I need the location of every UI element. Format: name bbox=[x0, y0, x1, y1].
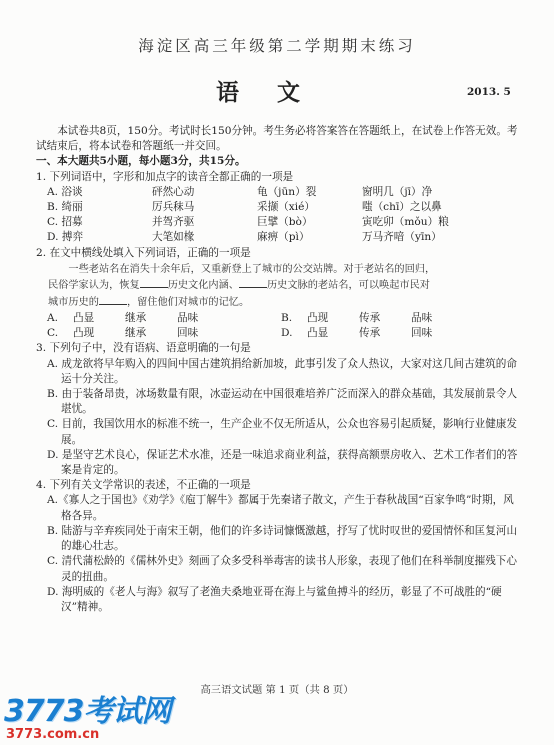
question-3-option-a: A. 成龙欲将早年购入的四间中国古建筑捐给新加坡，此事引发了众人热议，大家对这几间古建筑的命运十分关注。 bbox=[47, 357, 517, 385]
question-3-option-b: B. 由于装备昂贵，冰场数量有限，冰壶运动在中国很难培养广泛而深入的群众基础，其发展前景令人堪忧。 bbox=[47, 388, 518, 416]
question-3-stem: 3. 下列句子中，没有语病、语意明确的一句是 bbox=[36, 342, 251, 355]
question-1-option-b: B. 绮丽 厉兵秣马 采撷（xié） 嗤（chī）之以鼻 bbox=[47, 201, 442, 214]
watermark-url: 3773.com.cn bbox=[6, 727, 100, 742]
question-2-options-cd: C. 凸现 继承 回味 D. 凸显 传承 回味 bbox=[47, 327, 433, 340]
question-3-option-d: D. 是坚守艺术良心，保证艺术水准，还是一味追求商业利益，获得高额票房收入、艺术工作者们的答案是肯定的。 bbox=[47, 448, 518, 477]
page-footer: 高三语文试题 第 1 页（共 8 页） bbox=[200, 684, 354, 696]
question-4-option-b: B. 陆游与辛弃疾同处于南宋王朝，他们的许多诗词慷慨激越，抒写了忧时叹世的爱国情怀和匡复河山的雄心壮志。 bbox=[47, 524, 518, 553]
question-1-option-a: A. 浴谈 砰然心动 龟（jūn）裂 窗明几（jī）净 bbox=[47, 185, 433, 198]
question-4-option-c: C. 清代蒲松龄的《儒林外史》刻画了众多受科举毒害的读书人形象，表现了他们在科举制度摧残下心灵的扭曲。 bbox=[47, 555, 517, 583]
section-heading: 一、本大题共5小题，每小题3分，共15分。 bbox=[36, 155, 246, 168]
fill-blank-1 bbox=[140, 277, 168, 288]
question-2-stem: 2. 在文中横线处填入下列词语，正确的一项是 bbox=[36, 246, 251, 259]
question-4-option-a: A.《寡人之于国也》《劝学》《庖丁解牛》都属于先秦诸子散文，产生于春秋战国“百家争鸣”时期，风格各异。 bbox=[47, 494, 514, 522]
instructions: 本试卷共8页，150分。考试时长150分钟。考生务必将答案答在答题纸上，在试卷上作答无效。考试结束后，将本试卷和答题纸一并交回。 bbox=[36, 125, 518, 153]
question-1-stem: 1. 下列词语中，字形和加点字的读音全都正确的一项是 bbox=[36, 170, 294, 183]
question-4-stem: 4. 下列有关文学常识的表述，不正确的一项是 bbox=[36, 479, 251, 492]
question-1-option-c: C. 招募 并驾齐驱 巨擘（bò） 寅吃卯（mǒu）粮 bbox=[47, 216, 449, 229]
question-3-option-c: C. 目前，我国饮用水的标准不统一，生产企业不仅无所适从，公众也容易引起质疑，影响行业健康发展。 bbox=[47, 418, 517, 446]
question-2-passage: 一些老站名在消失十余年后，又重新登上了城市的公交站牌。对于老站名的回归， 民俗学家认为，恢复 历史文化内涵、 历史文脉的老站名，可以唤起市民对 城市历史的 ，留住他们对城市的记忆。 bbox=[48, 263, 436, 308]
watermark-brand: 3773考试网 bbox=[4, 694, 171, 729]
question-2-options-ab: A. 凸显 继承 品味 B. 凸现 传承 品味 bbox=[47, 312, 433, 325]
question-4-option-d: D. 海明威的《老人与海》叙写了老渔夫桑地亚哥在海上与鲨鱼搏斗的经历，彰显了不可战胜的“硬汉”精神。 bbox=[47, 585, 502, 613]
watermark-logo bbox=[4, 696, 194, 744]
exam-date: 2013. 5 bbox=[467, 86, 511, 98]
exam-title: 海淀区高三年级第二学期期末练习 bbox=[138, 37, 416, 55]
subject-title: 语文 bbox=[216, 79, 338, 106]
question-1-option-d: D. 搏弈 大笔如椽 麻痹（pì） 万马齐喑（yīn） bbox=[47, 231, 442, 244]
fill-blank-2 bbox=[239, 277, 267, 288]
fill-blank-3 bbox=[99, 294, 127, 305]
exam-content bbox=[36, 124, 520, 615]
